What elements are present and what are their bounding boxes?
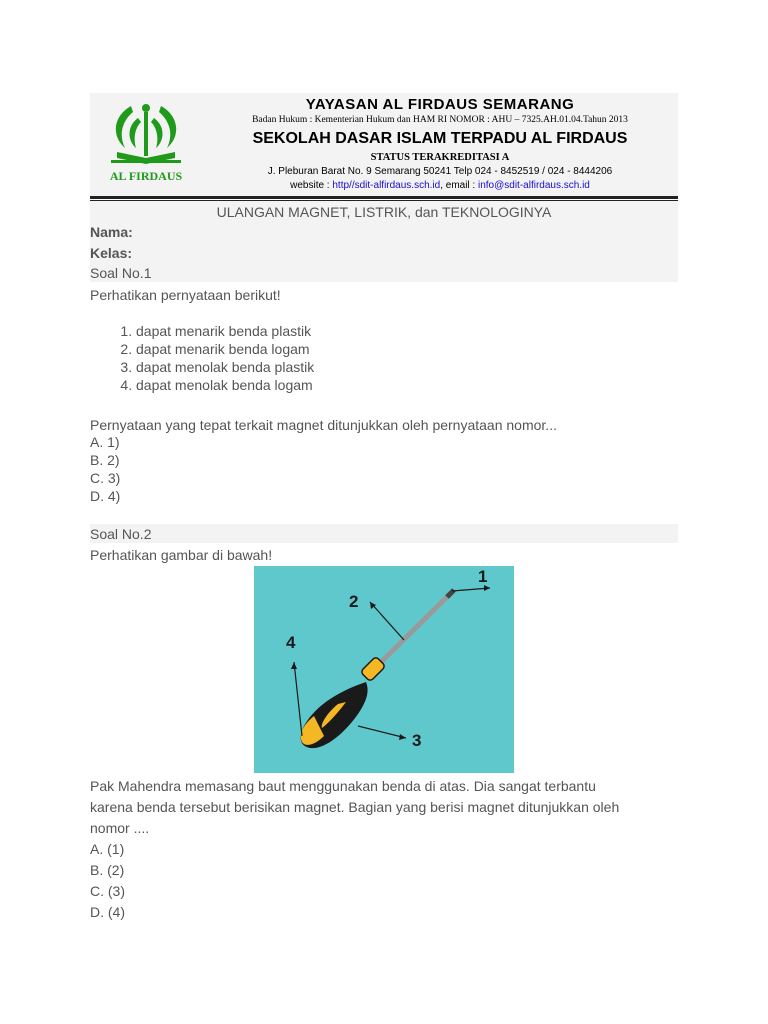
school-address: J. Pleburan Barat No. 9 Semarang 50241 Telp 024 - 8452519 / 024 - 8444206 — [267, 166, 613, 177]
letterhead — [90, 93, 678, 199]
q2-intro: Perhatikan gambar di bawah! — [90, 547, 273, 563]
q1-statements — [90, 322, 314, 394]
q2-option-d: D. (4) — [90, 904, 125, 920]
email-link[interactable]: info@sdit-alfirdaus.sch.id — [478, 180, 590, 191]
figure-label-2: 2 — [349, 592, 359, 611]
school-name: SEKOLAH DASAR ISLAM TERPADU AL FIRDAUS — [252, 130, 628, 147]
q2-question-line: Pak Mahendra memasang baut menggunakan benda di atas. Dia sangat terbantu — [90, 778, 596, 794]
contact-line — [210, 180, 670, 191]
email-label: , email : — [440, 180, 478, 191]
screwdriver-figure — [254, 566, 514, 773]
q2-question-line: karena benda tersebut berisikan magnet. Bagian yang berisi magnet ditunjukkan oleh — [90, 799, 620, 815]
q1-option-d: D. 4) — [90, 488, 121, 504]
website-link[interactable]: http//sdit-alfirdaus.sch.id — [332, 180, 441, 191]
q2-question-line: nomor .... — [90, 820, 150, 836]
q1-heading: Soal No.1 — [90, 265, 152, 281]
letterhead-rule — [90, 196, 678, 199]
logo-text: AL FIRDAUS — [109, 169, 183, 183]
q1-question: Pernyataan yang tepat terkait magnet ditunjukkan oleh pernyataan nomor... — [90, 417, 557, 433]
q2-heading-shade — [90, 524, 678, 543]
legal-line: Badan Hukum : Kementerian Hukum dan HAM RI NOMOR : AHU – 7325.AH.01.04.Tahun 2013 — [252, 115, 628, 125]
q1-option-a: A. 1) — [90, 434, 120, 450]
school-logo — [103, 98, 189, 186]
website-label: website : — [290, 180, 333, 191]
figure-label-3: 3 — [412, 731, 422, 750]
class-field: Kelas: — [90, 245, 133, 261]
q2-option-c: C. (3) — [90, 883, 125, 899]
name-field: Nama: — [90, 224, 133, 240]
q2-question — [90, 776, 680, 923]
list-item: 3. dapat menolak benda plastik — [136, 358, 314, 376]
q1-intro: Perhatikan pernyataan berikut! — [90, 287, 281, 303]
q2-heading: Soal No.2 — [90, 526, 152, 542]
accreditation-status: STATUS TERAKREDITASI A — [370, 152, 510, 163]
figure-label-4: 4 — [286, 633, 296, 652]
list-item: 4. dapat menolak benda logam — [136, 376, 314, 394]
q2-option-b: B. (2) — [90, 862, 125, 878]
list-item: 1. dapat menarik benda plastik — [136, 322, 314, 340]
q1-option-c: C. 3) — [90, 470, 121, 486]
q2-option-a: A. (1) — [90, 841, 125, 857]
list-item: 2. dapat menarik benda logam — [136, 340, 314, 358]
q1-option-b: B. 2) — [90, 452, 120, 468]
figure-background — [254, 566, 514, 773]
figure-label-1: 1 — [478, 567, 488, 586]
exam-title: ULANGAN MAGNET, LISTRIK, dan TEKNOLOGINYA — [216, 204, 552, 220]
foundation-name: YAYASAN AL FIRDAUS SEMARANG — [305, 96, 575, 113]
